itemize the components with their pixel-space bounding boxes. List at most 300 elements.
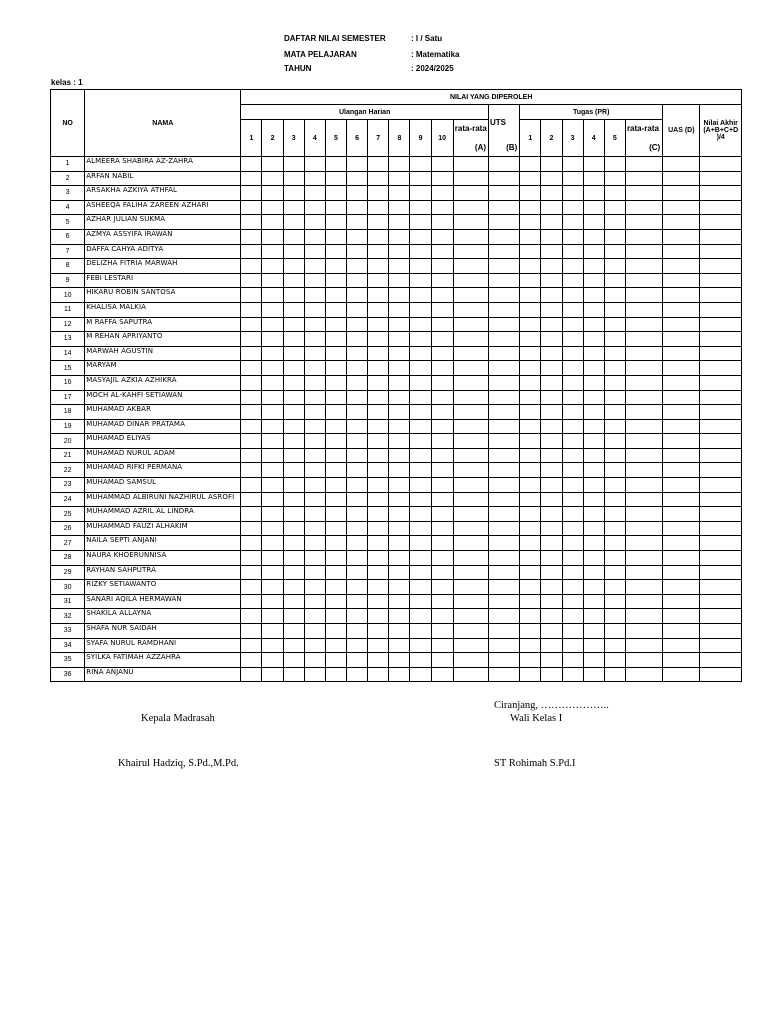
grade-cell[interactable] [520, 609, 541, 624]
grade-cell[interactable] [347, 638, 368, 653]
grade-cell[interactable] [368, 317, 389, 332]
grade-cell[interactable] [389, 434, 410, 449]
grade-cell[interactable] [283, 419, 304, 434]
grade-cell[interactable] [520, 157, 541, 172]
grade-cell[interactable] [325, 434, 346, 449]
grade-cell[interactable] [410, 375, 431, 390]
grade-cell[interactable] [453, 492, 488, 507]
grade-cell[interactable] [368, 390, 389, 405]
grade-cell[interactable] [325, 638, 346, 653]
grade-cell[interactable] [431, 419, 453, 434]
grade-cell[interactable] [541, 171, 562, 186]
grade-cell[interactable] [663, 171, 700, 186]
grade-cell[interactable] [262, 186, 283, 201]
grade-cell[interactable] [325, 200, 346, 215]
grade-cell[interactable] [520, 536, 541, 551]
grade-cell[interactable] [347, 302, 368, 317]
grade-cell[interactable] [325, 667, 346, 682]
grade-cell[interactable] [625, 638, 662, 653]
grade-cell[interactable] [583, 565, 604, 580]
grade-cell[interactable] [410, 259, 431, 274]
grade-cell[interactable] [625, 478, 662, 493]
grade-cell[interactable] [304, 478, 325, 493]
grade-cell[interactable] [241, 609, 262, 624]
grade-cell[interactable] [368, 653, 389, 668]
grade-cell[interactable] [453, 507, 488, 522]
grade-cell[interactable] [583, 609, 604, 624]
grade-cell[interactable] [489, 288, 520, 303]
grade-cell[interactable] [368, 375, 389, 390]
grade-cell[interactable] [325, 551, 346, 566]
grade-cell[interactable] [262, 157, 283, 172]
grade-cell[interactable] [389, 507, 410, 522]
grade-cell[interactable] [541, 302, 562, 317]
grade-cell[interactable] [389, 609, 410, 624]
grade-cell[interactable] [625, 215, 662, 230]
grade-cell[interactable] [453, 653, 488, 668]
grade-cell[interactable] [663, 244, 700, 259]
grade-cell[interactable] [410, 390, 431, 405]
grade-cell[interactable] [304, 667, 325, 682]
grade-cell[interactable] [700, 200, 742, 215]
grade-cell[interactable] [453, 157, 488, 172]
grade-cell[interactable] [347, 419, 368, 434]
grade-cell[interactable] [541, 405, 562, 420]
grade-cell[interactable] [700, 317, 742, 332]
grade-cell[interactable] [325, 259, 346, 274]
grade-cell[interactable] [325, 215, 346, 230]
grade-cell[interactable] [489, 346, 520, 361]
grade-cell[interactable] [389, 638, 410, 653]
grade-cell[interactable] [453, 667, 488, 682]
grade-cell[interactable] [625, 624, 662, 639]
grade-cell[interactable] [604, 273, 625, 288]
grade-cell[interactable] [304, 171, 325, 186]
grade-cell[interactable] [520, 288, 541, 303]
grade-cell[interactable] [604, 346, 625, 361]
grade-cell[interactable] [541, 551, 562, 566]
grade-cell[interactable] [453, 273, 488, 288]
grade-cell[interactable] [625, 653, 662, 668]
grade-cell[interactable] [431, 259, 453, 274]
grade-cell[interactable] [431, 317, 453, 332]
grade-cell[interactable] [453, 580, 488, 595]
grade-cell[interactable] [283, 317, 304, 332]
grade-cell[interactable] [489, 332, 520, 347]
grade-cell[interactable] [604, 653, 625, 668]
grade-cell[interactable] [304, 215, 325, 230]
grade-cell[interactable] [489, 186, 520, 201]
grade-cell[interactable] [241, 273, 262, 288]
grade-cell[interactable] [283, 463, 304, 478]
grade-cell[interactable] [489, 463, 520, 478]
grade-cell[interactable] [325, 186, 346, 201]
grade-cell[interactable] [562, 375, 583, 390]
grade-cell[interactable] [562, 478, 583, 493]
grade-cell[interactable] [325, 288, 346, 303]
grade-cell[interactable] [304, 594, 325, 609]
grade-cell[interactable] [700, 624, 742, 639]
grade-cell[interactable] [541, 317, 562, 332]
grade-cell[interactable] [604, 419, 625, 434]
grade-cell[interactable] [541, 390, 562, 405]
grade-cell[interactable] [325, 536, 346, 551]
grade-cell[interactable] [583, 492, 604, 507]
grade-cell[interactable] [520, 653, 541, 668]
grade-cell[interactable] [410, 332, 431, 347]
grade-cell[interactable] [241, 171, 262, 186]
grade-cell[interactable] [604, 302, 625, 317]
grade-cell[interactable] [283, 244, 304, 259]
grade-cell[interactable] [700, 536, 742, 551]
grade-cell[interactable] [453, 463, 488, 478]
grade-cell[interactable] [241, 361, 262, 376]
grade-cell[interactable] [700, 288, 742, 303]
grade-cell[interactable] [241, 288, 262, 303]
grade-cell[interactable] [304, 638, 325, 653]
grade-cell[interactable] [562, 390, 583, 405]
grade-cell[interactable] [283, 653, 304, 668]
grade-cell[interactable] [431, 667, 453, 682]
grade-cell[interactable] [304, 624, 325, 639]
grade-cell[interactable] [663, 229, 700, 244]
grade-cell[interactable] [241, 551, 262, 566]
grade-cell[interactable] [541, 653, 562, 668]
grade-cell[interactable] [241, 419, 262, 434]
grade-cell[interactable] [663, 215, 700, 230]
grade-cell[interactable] [489, 521, 520, 536]
grade-cell[interactable] [389, 273, 410, 288]
grade-cell[interactable] [304, 492, 325, 507]
grade-cell[interactable] [625, 609, 662, 624]
grade-cell[interactable] [625, 448, 662, 463]
grade-cell[interactable] [604, 609, 625, 624]
grade-cell[interactable] [562, 171, 583, 186]
grade-cell[interactable] [389, 229, 410, 244]
grade-cell[interactable] [663, 609, 700, 624]
grade-cell[interactable] [347, 244, 368, 259]
grade-cell[interactable] [583, 186, 604, 201]
grade-cell[interactable] [325, 171, 346, 186]
grade-cell[interactable] [604, 317, 625, 332]
grade-cell[interactable] [241, 667, 262, 682]
grade-cell[interactable] [453, 215, 488, 230]
grade-cell[interactable] [583, 361, 604, 376]
grade-cell[interactable] [453, 229, 488, 244]
grade-cell[interactable] [241, 536, 262, 551]
grade-cell[interactable] [520, 492, 541, 507]
grade-cell[interactable] [347, 317, 368, 332]
grade-cell[interactable] [604, 215, 625, 230]
grade-cell[interactable] [262, 478, 283, 493]
grade-cell[interactable] [283, 273, 304, 288]
grade-cell[interactable] [325, 273, 346, 288]
grade-cell[interactable] [325, 448, 346, 463]
grade-cell[interactable] [431, 273, 453, 288]
grade-cell[interactable] [604, 624, 625, 639]
grade-cell[interactable] [368, 171, 389, 186]
grade-cell[interactable] [347, 609, 368, 624]
grade-cell[interactable] [489, 638, 520, 653]
grade-cell[interactable] [241, 332, 262, 347]
grade-cell[interactable] [368, 157, 389, 172]
grade-cell[interactable] [304, 244, 325, 259]
grade-cell[interactable] [700, 463, 742, 478]
grade-cell[interactable] [431, 624, 453, 639]
grade-cell[interactable] [347, 288, 368, 303]
grade-cell[interactable] [489, 609, 520, 624]
grade-cell[interactable] [520, 551, 541, 566]
grade-cell[interactable] [663, 419, 700, 434]
grade-cell[interactable] [410, 565, 431, 580]
grade-cell[interactable] [453, 448, 488, 463]
grade-cell[interactable] [604, 434, 625, 449]
grade-cell[interactable] [262, 492, 283, 507]
grade-cell[interactable] [368, 492, 389, 507]
grade-cell[interactable] [241, 259, 262, 274]
grade-cell[interactable] [520, 317, 541, 332]
grade-cell[interactable] [283, 492, 304, 507]
grade-cell[interactable] [625, 171, 662, 186]
grade-cell[interactable] [368, 536, 389, 551]
grade-cell[interactable] [604, 580, 625, 595]
grade-cell[interactable] [663, 624, 700, 639]
grade-cell[interactable] [368, 624, 389, 639]
grade-cell[interactable] [325, 332, 346, 347]
grade-cell[interactable] [625, 507, 662, 522]
grade-cell[interactable] [583, 434, 604, 449]
grade-cell[interactable] [304, 521, 325, 536]
grade-cell[interactable] [283, 565, 304, 580]
grade-cell[interactable] [562, 288, 583, 303]
grade-cell[interactable] [625, 536, 662, 551]
grade-cell[interactable] [241, 157, 262, 172]
grade-cell[interactable] [262, 215, 283, 230]
grade-cell[interactable] [241, 521, 262, 536]
grade-cell[interactable] [368, 551, 389, 566]
grade-cell[interactable] [583, 317, 604, 332]
grade-cell[interactable] [262, 507, 283, 522]
grade-cell[interactable] [368, 244, 389, 259]
grade-cell[interactable] [453, 609, 488, 624]
grade-cell[interactable] [389, 478, 410, 493]
grade-cell[interactable] [241, 653, 262, 668]
grade-cell[interactable] [489, 171, 520, 186]
grade-cell[interactable] [604, 186, 625, 201]
grade-cell[interactable] [283, 434, 304, 449]
grade-cell[interactable] [431, 463, 453, 478]
grade-cell[interactable] [625, 375, 662, 390]
grade-cell[interactable] [368, 638, 389, 653]
grade-cell[interactable] [262, 332, 283, 347]
grade-cell[interactable] [410, 302, 431, 317]
grade-cell[interactable] [241, 594, 262, 609]
grade-cell[interactable] [583, 288, 604, 303]
grade-cell[interactable] [304, 200, 325, 215]
grade-cell[interactable] [431, 332, 453, 347]
grade-cell[interactable] [604, 478, 625, 493]
grade-cell[interactable] [304, 157, 325, 172]
grade-cell[interactable] [520, 667, 541, 682]
grade-cell[interactable] [389, 580, 410, 595]
grade-cell[interactable] [283, 667, 304, 682]
grade-cell[interactable] [489, 507, 520, 522]
grade-cell[interactable] [431, 215, 453, 230]
grade-cell[interactable] [520, 507, 541, 522]
grade-cell[interactable] [241, 317, 262, 332]
grade-cell[interactable] [663, 565, 700, 580]
grade-cell[interactable] [431, 448, 453, 463]
grade-cell[interactable] [541, 157, 562, 172]
grade-cell[interactable] [625, 419, 662, 434]
grade-cell[interactable] [520, 448, 541, 463]
grade-cell[interactable] [283, 536, 304, 551]
grade-cell[interactable] [325, 375, 346, 390]
grade-cell[interactable] [541, 580, 562, 595]
grade-cell[interactable] [410, 288, 431, 303]
grade-cell[interactable] [604, 594, 625, 609]
grade-cell[interactable] [241, 229, 262, 244]
grade-cell[interactable] [562, 536, 583, 551]
grade-cell[interactable] [562, 215, 583, 230]
grade-cell[interactable] [453, 405, 488, 420]
grade-cell[interactable] [304, 565, 325, 580]
grade-cell[interactable] [700, 653, 742, 668]
grade-cell[interactable] [368, 521, 389, 536]
grade-cell[interactable] [304, 609, 325, 624]
grade-cell[interactable] [663, 492, 700, 507]
grade-cell[interactable] [283, 375, 304, 390]
grade-cell[interactable] [389, 361, 410, 376]
grade-cell[interactable] [368, 565, 389, 580]
grade-cell[interactable] [489, 667, 520, 682]
grade-cell[interactable] [283, 580, 304, 595]
grade-cell[interactable] [520, 200, 541, 215]
grade-cell[interactable] [283, 361, 304, 376]
grade-cell[interactable] [541, 259, 562, 274]
grade-cell[interactable] [241, 565, 262, 580]
grade-cell[interactable] [604, 667, 625, 682]
grade-cell[interactable] [283, 215, 304, 230]
grade-cell[interactable] [604, 259, 625, 274]
grade-cell[interactable] [541, 521, 562, 536]
grade-cell[interactable] [625, 361, 662, 376]
grade-cell[interactable] [410, 463, 431, 478]
grade-cell[interactable] [453, 375, 488, 390]
grade-cell[interactable] [583, 624, 604, 639]
grade-cell[interactable] [453, 624, 488, 639]
grade-cell[interactable] [562, 492, 583, 507]
grade-cell[interactable] [583, 259, 604, 274]
grade-cell[interactable] [304, 229, 325, 244]
grade-cell[interactable] [347, 478, 368, 493]
grade-cell[interactable] [262, 434, 283, 449]
grade-cell[interactable] [489, 624, 520, 639]
grade-cell[interactable] [625, 200, 662, 215]
grade-cell[interactable] [304, 405, 325, 420]
grade-cell[interactable] [410, 171, 431, 186]
grade-cell[interactable] [241, 624, 262, 639]
grade-cell[interactable] [520, 638, 541, 653]
grade-cell[interactable] [283, 638, 304, 653]
grade-cell[interactable] [389, 302, 410, 317]
grade-cell[interactable] [489, 361, 520, 376]
grade-cell[interactable] [368, 463, 389, 478]
grade-cell[interactable] [262, 375, 283, 390]
grade-cell[interactable] [325, 580, 346, 595]
grade-cell[interactable] [262, 609, 283, 624]
grade-cell[interactable] [453, 551, 488, 566]
grade-cell[interactable] [663, 259, 700, 274]
grade-cell[interactable] [283, 624, 304, 639]
grade-cell[interactable] [431, 653, 453, 668]
grade-cell[interactable] [541, 448, 562, 463]
grade-cell[interactable] [520, 419, 541, 434]
grade-cell[interactable] [453, 434, 488, 449]
grade-cell[interactable] [520, 463, 541, 478]
grade-cell[interactable] [431, 186, 453, 201]
grade-cell[interactable] [663, 463, 700, 478]
grade-cell[interactable] [262, 229, 283, 244]
grade-cell[interactable] [262, 273, 283, 288]
grade-cell[interactable] [604, 229, 625, 244]
grade-cell[interactable] [283, 171, 304, 186]
grade-cell[interactable] [562, 463, 583, 478]
grade-cell[interactable] [389, 288, 410, 303]
grade-cell[interactable] [389, 551, 410, 566]
grade-cell[interactable] [431, 551, 453, 566]
grade-cell[interactable] [347, 186, 368, 201]
grade-cell[interactable] [562, 565, 583, 580]
grade-cell[interactable] [541, 273, 562, 288]
grade-cell[interactable] [262, 361, 283, 376]
grade-cell[interactable] [562, 361, 583, 376]
grade-cell[interactable] [283, 346, 304, 361]
grade-cell[interactable] [583, 157, 604, 172]
grade-cell[interactable] [663, 667, 700, 682]
grade-cell[interactable] [347, 215, 368, 230]
grade-cell[interactable] [368, 419, 389, 434]
grade-cell[interactable] [562, 244, 583, 259]
grade-cell[interactable] [700, 565, 742, 580]
grade-cell[interactable] [283, 609, 304, 624]
grade-cell[interactable] [304, 419, 325, 434]
grade-cell[interactable] [389, 186, 410, 201]
grade-cell[interactable] [604, 244, 625, 259]
grade-cell[interactable] [541, 667, 562, 682]
grade-cell[interactable] [389, 419, 410, 434]
grade-cell[interactable] [262, 259, 283, 274]
grade-cell[interactable] [431, 171, 453, 186]
grade-cell[interactable] [389, 521, 410, 536]
grade-cell[interactable] [663, 317, 700, 332]
grade-cell[interactable] [489, 653, 520, 668]
grade-cell[interactable] [304, 186, 325, 201]
grade-cell[interactable] [410, 419, 431, 434]
grade-cell[interactable] [368, 448, 389, 463]
grade-cell[interactable] [368, 405, 389, 420]
grade-cell[interactable] [520, 390, 541, 405]
grade-cell[interactable] [283, 594, 304, 609]
grade-cell[interactable] [700, 419, 742, 434]
grade-cell[interactable] [389, 171, 410, 186]
grade-cell[interactable] [700, 332, 742, 347]
grade-cell[interactable] [489, 302, 520, 317]
grade-cell[interactable] [347, 653, 368, 668]
grade-cell[interactable] [241, 200, 262, 215]
grade-cell[interactable] [262, 463, 283, 478]
grade-cell[interactable] [368, 667, 389, 682]
